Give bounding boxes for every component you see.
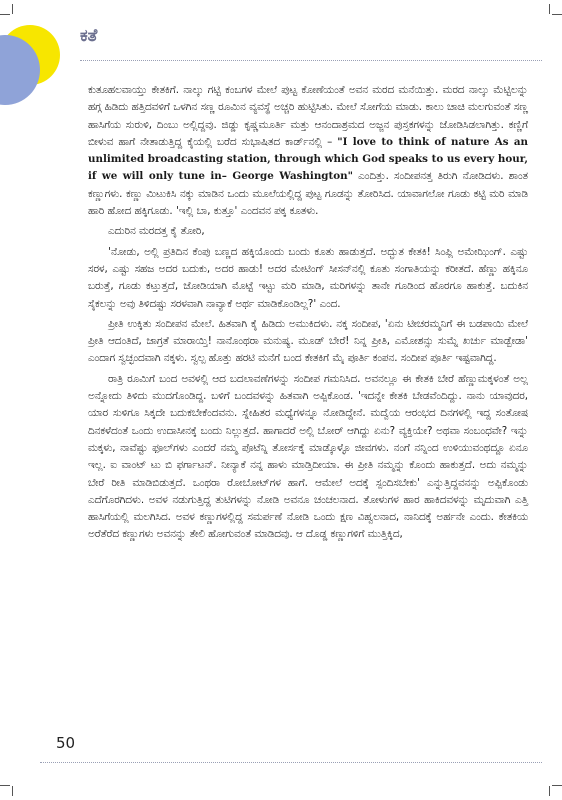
paragraph-1 [88,82,528,220]
section-title: ಕತೆ [80,26,98,46]
paragraph-text: ಕುತೂಹಲವಾಯ್ತು ಕೇತಕಿಗೆ. ನಾಲ್ಕು ಗಟ್ಟಿ ಕಂಬಗಳ ಮೇಲೆ ಪುಟ್ಟ ಕೋಣೆಯಂತೆ ಅವನ ಮರದ ಮನೆಯಿತ್ತು. ಮರದ ನಾಲ್ಕು ಮೆಟ್ಟಿಲನ್ನು ಹಗ್ಗ ಹಿಡಿದು ಹತ್ತಿದವಳಿಗೆ ಒಳಗಿನ ಸಣ್ಣ ರೂಮಿನ ವ್ಯವಸ್ಥೆ ಅಚ್ಚರಿ ಹುಟ್ಟಿಸಿತು. ಮೇಲೆ ಸೋಗೆಯ ಮಾಡು. ಕಾಲು ಚಾಚಿ ಮಲಗುವಂತೆ ಸಣ್ಣ ಹಾಸಿಗೆಯ ಸುರುಳಿ, ದಿಂಬು ಅಲ್ಲಿದ್ದವು. ಜಿಡ್ಡು ಕೃಷ್ಣಮೂರ್ತಿ ಮತ್ತು ಆನಂದಾಶ್ರಮದ ಅಜ್ಜನ ಪುಸ್ತಕಗಳನ್ನು ಜೋಡಿಸಿಡಲಾಗಿತ್ತು. ಕಣ್ಣಿಗೆ ಬೀಳುವ ಹಾಗೆ ನೇತಾಡುತ್ತಿದ್ದ ಕೈಯಲ್ಲಿ ಬರೆದ ಸುಭಾಷಿತದ ಕಾರ್ಡ್‌ನಲ್ಲಿ – [88,84,528,148]
paragraph-4 [88,316,528,368]
crop-mark [552,785,562,786]
page-number: 50 [56,734,76,752]
crop-mark [549,786,550,796]
paragraph-2 [88,223,528,240]
paragraph-3 [88,244,528,313]
paragraph-text: ಪ್ರೀತಿ ಉಕ್ಕಿತು ಸಂದೀಪನ ಮೇಲೆ. ಹಿತವಾಗಿ ಕೈ ಹಿಡಿದು ಅಮುಕಿದಳು. ನಕ್ಕ ಸಂದೀಪ, 'ಏನು ಟೀಚರಮ್ಮನಿಗೆ ಈ ಬಡಪಾಯಿ ಮೇಲೆ ಪ್ರೀತಿ ಆದಂತಿದೆ, ಜಾಗ್ರತೆ ಮಾರಾಯ್ತಿ! ನಾನೊಂಥರಾ ಮನುಷ್ಯ. ಮೂಡ್ ಬೇರೆ! ನಿನ್ನ ಪ್ರೀತಿ, ಎಮೋಶನ್ಸು ಸುಮ್ನೆ ಖರ್ಚು ಮಾಡ್ಬೇಡಾ' ಎಂದಾಗ ಸ್ವಚ್ಛಂದವಾಗಿ ನಕ್ಕಳು. ಸ್ವಲ್ಪ ಹೊತ್ತು ಹರಟಿ ಮನೆಗೆ ಬಂದ ಕೇತಕಿಗೆ ಮೈ ಪೂರ್ತಿ ಕಂಪನ. ಸಂದೀಪ ಪೂರ್ತಿ ಇಷ್ಟವಾಗಿದ್ದ. [88,317,528,365]
header-divider [80,60,542,61]
crop-mark [552,14,562,15]
footer-divider [40,762,542,763]
crop-mark [0,14,10,15]
paragraph-text: 'ನೋಡು, ಅಲ್ಲಿ ಪ್ರತಿದಿನ ಕೆಂಪು ಬಣ್ಣದ ಹಕ್ಕಿಯೊಂದು ಬಂದು ಕೂತು ಹಾಡುತ್ತದೆ. ಅದ್ಭುತ ಕೇತಕಿ! ಸಿಂಪ್ಲಿ ಅಮೇಝಿಂಗ್. ಎಷ್ಟು ಸರಳ, ಎಷ್ಟು ಸಹಜ ಅದರ ಬದುಕು, ಅದರ ಹಾಡು! ಅದರ ಮೇಟಿಂಗ್ ಸೀಸನ್‌ನಲ್ಲಿ ಕೂತು ಸಂಗಾತಿಯನ್ನು ಕರೀತದೆ. ಹೆಣ್ಣು ಹಕ್ಕಿನೂ ಬರುತ್ತೆ, ಗೂಡು ಕಟ್ತುತ್ತದೆ, ಜೋಡಿಯಾಗಿ ಮೊಟ್ಟೆ ಇಟ್ಟು ಮರಿ ಮಾಡಿ, ಮರಿಗಳನ್ನು ತಾನೇ ಗೂಡಿಂದ ಹೊರಗೂ ಹಾಕುತ್ತೆ. ಬದುಕಿನ ಸೈಕಲನ್ನು ಅವು ತಿಳಿದಷ್ಟು ಸರಳವಾಗಿ ನಾವ್ಯಾಕೆ ಅರ್ಥ ಮಾಡಿಕೊಂಡಿಲ್ಲ?' ಎಂದ. [88,245,528,310]
quote-text: "I love to think of nature As an unlimited broadcasting station, through which God speaks to us every hour, if we will only tune in– George Washington" [88,135,528,183]
article-body [88,82,528,547]
crop-mark [12,4,13,14]
paragraph-5 [88,371,528,544]
crop-mark [549,4,550,14]
crop-mark [0,785,10,786]
crop-mark [12,786,13,796]
paragraph-text-continued: ಎಂದಿತ್ತು. ಸಂದೀಪನತ್ತ ತಿರುಗಿ ನೋಡಿದಳು. ಶಾಂತ ಕಣ್ಣುಗಳು. ಕಣ್ಣು ಮಿಟುಕಿಸಿ ನಕ್ಕು ಮಾಡಿನ ಒಂದು ಮೂಲೆಯಲ್ಲಿದ್ದ ಪುಟ್ಟ ಗೂಡನ್ನು ತೋರಿಸಿದ. ಯಾವಾಗಲೋ ಗೂಡು ಕಟ್ಟಿ ಮರಿ ಮಾಡಿ ಹಾರಿ ಹೋದ ಹಕ್ಕಿಗೂಡು. 'ಇಲ್ಲಿ ಬಾ, ಕುತ್ತೂ' ಎಂದವನ ಪಕ್ಕ ಕೂತಳು. [88,170,528,218]
paragraph-text: ಎದುರಿನ ಮರದತ್ತ ಕೈ ತೋರಿ, [108,225,205,238]
paragraph-text: ರಾತ್ರಿ ರೂಮಿಗೆ ಬಂದ ಅವಳಲ್ಲಿ ಆದ ಬದಲಾವಣೆಗಳನ್ನು ಸಂದೀಪ ಗಮನಿಸಿದ. ಅವನಲ್ಲೂ ಈ ಕೇತಕಿ ಬೇರೆ ಹೆಣ್ಣುಮಕ್ಕಳಂತೆ ಅಲ್ಲ ಅನ್ನೋದು ತಿಳಿದು ಮುದಗೊಂಡಿದ್ದ. ಬಳಿಗೆ ಬಂದವಳನ್ನು ಹಿತವಾಗಿ ಅಪ್ಪಿಕೊಂಡ. 'ಇದನ್ನೇ ಕೇತಕಿ ಬೇಡವೆಂದಿದ್ದು. ನಾನು ಯಾವುದರ, ಯಾರ ಸುಳಿಗೂ ಸಿಕ್ಕದೇ ಬದುಕಬೇಕೆಂದವನು. ಸ್ನೇಹಿತರ ಮಧ್ಯೆಗಳನ್ನೂ ನೋಡಿದ್ದೇನೆ. ಮದ್ವೆಯ ಆರಂಭದ ದಿನಗಳಲ್ಲಿ ಇದ್ದ ಸಂತೋಷ ದಿನಕಳೆದಂತೆ ಒಂದು ಉದಾಸೀನಕ್ಕೆ ಬಂದು ನಿಲ್ಲುತ್ತದೆ. ಹಾಗಾದರೆ ಅಲ್ಲಿ ಬೋರ್ ಆಗಿದ್ದು ಏನು? ವ್ಯಕ್ತಿಯೇ? ಅಥವಾ ಸಂಬಂಧವೇ? ಇನ್ನು ಮಕ್ಕಳು, ನಾವೆಷ್ಟು ಫೂಲ್‌ಗಳು ಎಂದರೆ ನಮ್ಮ ಪೊಟೆನ್ನಿ ತೋರ್ಸಕ್ಕೆ ಮಾಡ್ಕೊಳ್ಳೊ ಜೀವಗಳು. ನಂಗೆ ನನ್ನಿಂದ ಉಳಿಯುವಂಥದ್ದೂ ಏನೂ ಇಲ್ಲ. ಐ ವಾಂಟ್ ಟು ಬಿ ಫರ್ಗಾಟನ್. ನೀನ್ಯಾಕೆ ನನ್ನ ಹಾಳು ಮಾಡ್ತಿದೀಯಾ. ಈ ಪ್ರೀತಿ ನಮ್ಮನ್ನು ಕೊಂದು ಹಾಕುತ್ತದೆ. ಅದು ನಮ್ಮನ್ನು ಬೇರೆ ರೀತಿ ಮಾಡಿಬಿಡುತ್ತದೆ. ಒಂಥರಾ ರೋಬೋಟ್‌ಗಳ ಹಾಗೆ. ಆಮೇಲೆ ಅದಕ್ಕೆ ಸ್ಪಂದಿಸಬೇಕು' ಎನ್ನುತ್ತಿದ್ದವನನ್ನು ಅಪ್ಪಿಕೊಂಡು ಎದೆಗೊರಗಿದಳು. ಅವಳ ನಡುಗುತ್ತಿದ್ದ ತುಟಿಗಳನ್ನು ನೋಡಿ ಅವನೂ ಚಂಚಲನಾದ. ತೋಳುಗಳ ಹಾರ ಹಾಕಿದವಳನ್ನು ಮೃದುವಾಗಿ ಎತ್ತಿ ಹಾಸಿಗೆಯಲ್ಲಿ ಮಲಗಿಸಿದ. ಅವಳ ಕಣ್ಣುಗಳಲ್ಲಿದ್ದ ಸಮರ್ಪಣೆ ನೋಡಿ ಒಂದು ಕ್ಷಣ ವಿಹ್ವಲನಾದ, ನಾನಿದಕ್ಕೆ ಅರ್ಹನೇ ಎಂದು. ಕೇತಕಿಯ ಅರೆತೆರೆದ ಕಣ್ಣುಗಳು ಅವನನ್ನು ತೇಲಿ ಹೋಗುವಂತೆ ಮಾಡಿದವು. ಆ ದೊಡ್ಡ ಕಣ್ಣುಗಳಿಗೆ ಮುತ್ತಿಕ್ಕಿದ, [88,372,528,541]
